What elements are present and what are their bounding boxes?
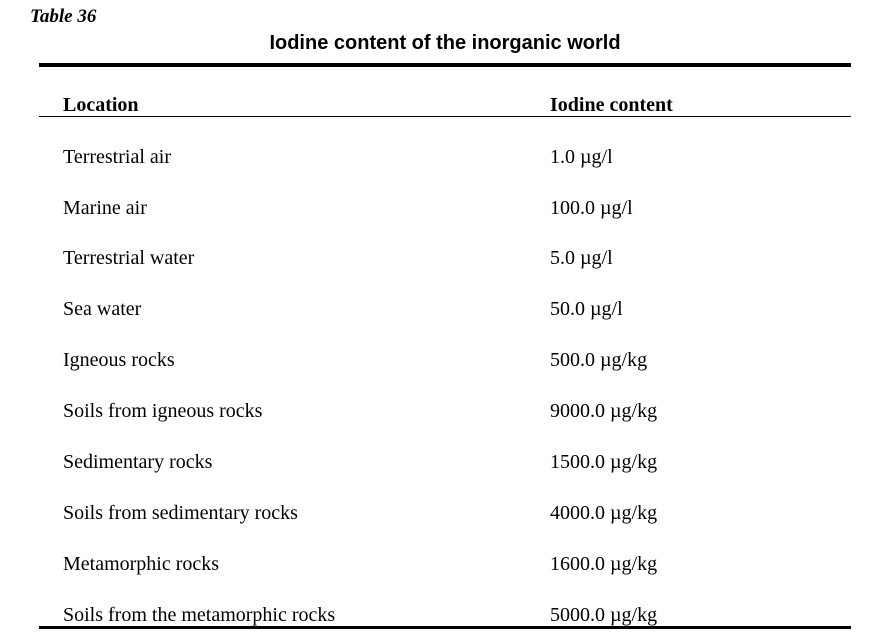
- table-row: [0, 195, 882, 221]
- location-cell: Soils from sedimentary rocks: [63, 502, 298, 524]
- iodine-content-cell: 50.0 µg/l: [550, 298, 623, 320]
- table-row: [0, 398, 882, 424]
- iodine-content-cell: 100.0 µg/l: [550, 197, 633, 219]
- iodine-content-cell: 5.0 µg/l: [550, 247, 613, 269]
- table-row: [0, 602, 882, 628]
- iodine-content-cell: 1.0 µg/l: [550, 146, 613, 168]
- column-header-location: Location: [63, 94, 139, 116]
- column-header-iodine-content: Iodine content: [550, 94, 673, 116]
- bottom-rule: [39, 626, 851, 629]
- table-row: [0, 500, 882, 526]
- top-rule: [39, 63, 851, 67]
- location-cell: Metamorphic rocks: [63, 553, 220, 575]
- location-cell: Terrestrial air: [63, 146, 171, 168]
- iodine-content-cell: 1500.0 µg/kg: [550, 451, 658, 473]
- table-row: [0, 347, 882, 373]
- location-cell: Soils from igneous rocks: [63, 400, 263, 422]
- table-number-label: Table 36: [30, 6, 97, 27]
- table-row: [0, 449, 882, 475]
- location-cell: Soils from the metamorphic rocks: [63, 604, 336, 626]
- table-title: Iodine content of the inorganic world: [269, 32, 621, 54]
- location-cell: Terrestrial water: [63, 247, 195, 269]
- iodine-content-cell: 9000.0 µg/kg: [550, 400, 658, 422]
- table-row: [0, 296, 882, 322]
- table-row: [0, 551, 882, 577]
- location-cell: Sea water: [63, 298, 142, 320]
- location-cell: Marine air: [63, 197, 147, 219]
- header-rule: [39, 116, 851, 117]
- table-row: [0, 144, 882, 170]
- iodine-content-cell: 5000.0 µg/kg: [550, 604, 658, 626]
- table-row: [0, 245, 882, 271]
- iodine-content-cell: 4000.0 µg/kg: [550, 502, 658, 524]
- location-cell: Igneous rocks: [63, 349, 175, 371]
- location-cell: Sedimentary rocks: [63, 451, 213, 473]
- iodine-content-cell: 500.0 µg/kg: [550, 349, 648, 371]
- iodine-content-cell: 1600.0 µg/kg: [550, 553, 658, 575]
